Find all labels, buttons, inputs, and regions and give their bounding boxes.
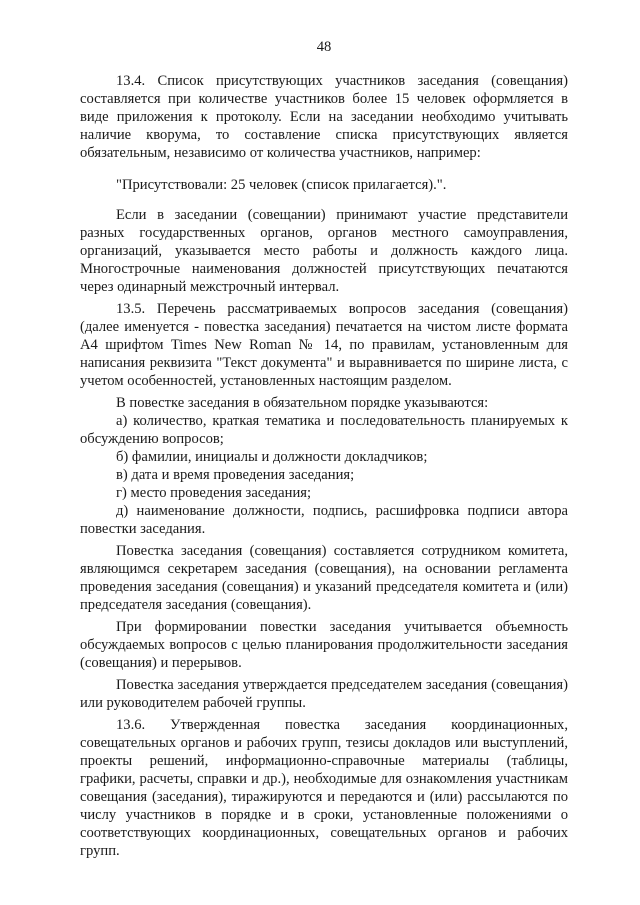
list-item-b: б) фамилии, инициалы и должности докладчиков;	[116, 449, 428, 465]
list-item-d: д) наименование должности, подпись, расшифровка подписи автора повестки заседания.	[80, 503, 568, 537]
paragraph-representatives: Если в заседании (совещании) принимают участие представители разных государственных органов, органов местного самоуправления, организаций, указывается место работы и должность каждого лица. Многострочные наименования должностей присутствующих печатаются через одинарный межстрочный интервал.	[80, 207, 568, 295]
list-item-g: г) место проведения заседания;	[116, 485, 312, 501]
paragraph-agenda-volume: При формировании повестки заседания учитывается объемность обсуждаемых вопросов с целью планирования продолжительности заседания (совещания) и перерывов.	[80, 619, 568, 671]
paragraph-13-4: 13.4. Список присутствующих участников заседания (совещания) составляется при количестве участников более 15 человек оформляется в виде приложения к протоколу. Если на заседании необходимо учитывать наличие кворума, то составление списка присутствующих является обязательным, независимо от количества участников, например:	[80, 73, 568, 161]
paragraph-13-5: 13.5. Перечень рассматриваемых вопросов заседания (совещания) (далее именуется - повестка заседания) печатается на чистом листе формата А4 шрифтом Times New Roman № 14, по правилам, установленным для написания реквизита "Текст документа" и выравнивается по ширине листа, с учетом особенностей, установленных настоящим разделом.	[80, 301, 568, 389]
paragraph-13-6: 13.6. Утвержденная повестка заседания координационных, совещательных органов и рабочих групп, тезисы докладов или выступлений, проекты решений, информационно-справочные материалы (таблицы, графики, расчеты, справки и др.), необходимые для ознакомления участникам совещания (заседания), тиражируются и передаются и (или) рассылаются по числу участников в порядке и в сроки, установленные положениями о соответствующих координационных, совещательных органов и рабочих групп.	[80, 717, 568, 859]
paragraph-agenda-approval: Повестка заседания утверждается председателем заседания (совещания) или руководителем рабочей группы.	[80, 677, 568, 711]
page-number: 48	[316, 39, 332, 55]
list-item-v: в) дата и время проведения заседания;	[116, 467, 355, 483]
paragraph-agenda-intro: В повестке заседания в обязательном порядке указываются:	[116, 395, 489, 411]
quote-example: "Присутствовали: 25 человек (список прилагается).".	[116, 177, 447, 193]
paragraph-agenda-secretary: Повестка заседания (совещания) составляется сотрудником комитета, являющимся секретарем заседания (совещания), на основании регламента проведения заседания (совещания) и указаний председателя комитета и (или) председателя заседания (совещания).	[80, 543, 568, 613]
list-item-a: а) количество, краткая тематика и последовательность планируемых к обсуждению вопросов;	[80, 413, 568, 447]
